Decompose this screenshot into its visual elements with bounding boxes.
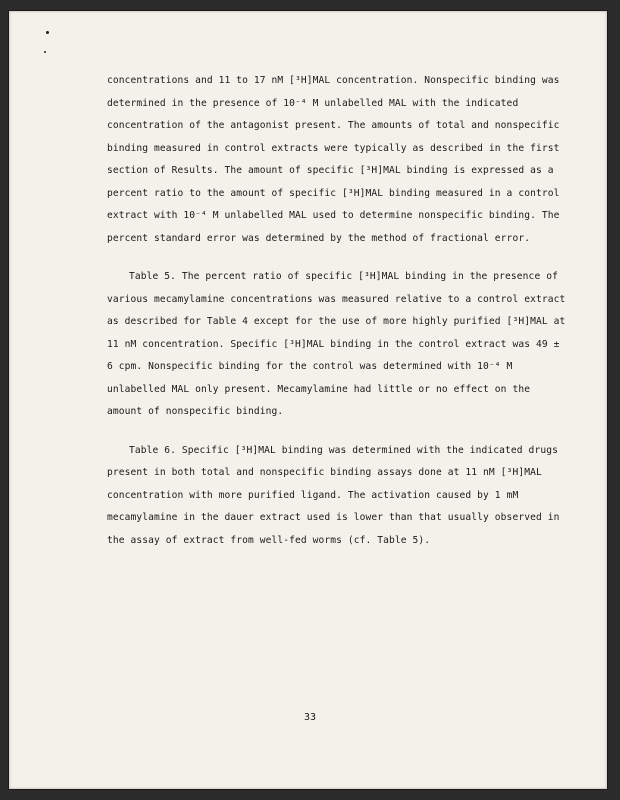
paragraph-table-6 (107, 440, 562, 553)
scan-speck (46, 31, 49, 34)
text-line: Table 5. The percent ratio of specific [³H]MAL binding in the presence of (129, 271, 558, 282)
text-line: the assay of extract from well-fed worms (cf. Table 5). (107, 534, 431, 546)
text-line: present in both total and nonspecific binding assays done at 11 nM [³H]MAL (107, 467, 542, 478)
text-line: percent ratio to the amount of specific [³H]MAL binding measured in a control (107, 187, 560, 199)
text-line: binding measured in control extracts were typically as described in the first (107, 142, 560, 154)
text-line: various mecamylamine concentrations was measured relative to a control extract (107, 293, 566, 305)
text-line: concentration with more purified ligand. The activation caused by 1 mM (107, 489, 519, 501)
text-line: percent standard error was determined by the method of fractional error. (107, 232, 531, 244)
text-line: concentrations and 11 to 17 nM [³H]MAL concentration. Nonspecific binding was (107, 75, 560, 86)
body-text (107, 70, 566, 568)
text-line: Table 6. Specific [³H]MAL binding was determined with the indicated drugs (129, 444, 558, 456)
text-line: mecamylamine in the dauer extract used is lower than that usually observed in (107, 512, 560, 523)
paragraph-methods-continued (107, 70, 562, 250)
paragraph-table-5 (107, 266, 566, 424)
text-line: extract with 10⁻⁴ M unlabelled MAL used to determine nonspecific binding. The (107, 210, 560, 221)
text-line: determined in the presence of 10⁻⁴ M unlabelled MAL with the indicated (107, 97, 519, 109)
text-line: unlabelled MAL only present. Mecamylamine had little or no effect on the (107, 383, 531, 395)
text-line: section of Results. The amount of specific [³H]MAL binding is expressed as a (107, 165, 554, 176)
text-line: as described for Table 4 except for the use of more highly purified [³H]MAL at (107, 316, 566, 327)
scan-speck (44, 51, 46, 53)
text-line: concentration of the antagonist present. The amounts of total and nonspecific (107, 120, 560, 131)
text-line: 6 cpm. Nonspecific binding for the control was determined with 10⁻⁴ M (107, 361, 513, 372)
page-number: 33 (303, 712, 317, 723)
text-line: 11 nM concentration. Specific [³H]MAL binding in the control extract was 49 ± (107, 338, 560, 350)
text-line: amount of nonspecific binding. (107, 406, 284, 417)
